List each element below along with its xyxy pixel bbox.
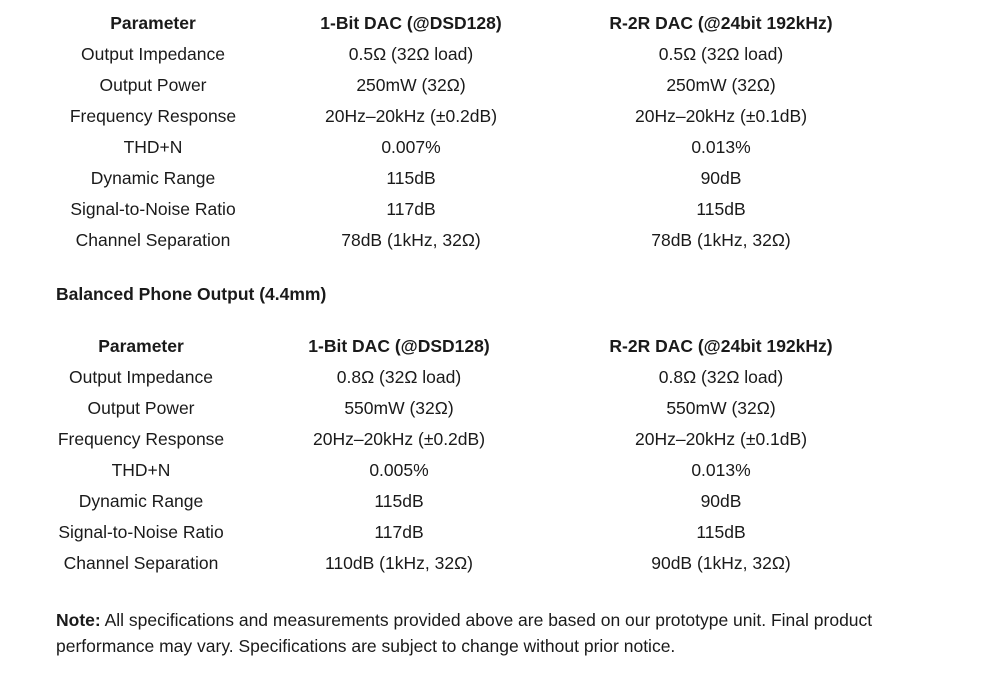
- table-cell-one-bit-dac: 250mW (32Ω): [356, 75, 466, 95]
- row-label: Signal-to-Noise Ratio: [58, 522, 224, 542]
- row-label: Dynamic Range: [78, 491, 204, 511]
- note-paragraph: [56, 607, 946, 659]
- row-label: THD+N: [111, 460, 171, 480]
- table-cell-one-bit-dac: 117dB: [374, 522, 424, 542]
- table-cell-one-bit-dac: 550mW (32Ω): [344, 398, 454, 418]
- row-label: Output Power: [87, 398, 195, 418]
- table-cell-r2r-dac: 115dB: [696, 199, 746, 219]
- table-cell-r2r-dac: 20Hz–20kHz (±0.1dB): [634, 106, 808, 126]
- table-cell-r2r-dac: 20Hz–20kHz (±0.1dB): [634, 429, 808, 449]
- table-cell-one-bit-dac: 0.005%: [369, 460, 429, 480]
- column-header-r2r-dac: R-2R DAC (@24bit 192kHz): [609, 13, 833, 33]
- note-label: Note:: [56, 610, 101, 630]
- row-label: Signal-to-Noise Ratio: [70, 199, 236, 219]
- table-cell-r2r-dac: 250mW (32Ω): [666, 75, 776, 95]
- table-cell-one-bit-dac: 0.007%: [381, 137, 441, 157]
- table-cell-one-bit-dac: 115dB: [386, 168, 436, 188]
- table-cell-r2r-dac: 0.013%: [691, 137, 751, 157]
- row-label: Output Power: [99, 75, 207, 95]
- table-cell-one-bit-dac: 0.8Ω (32Ω load): [336, 367, 462, 387]
- row-label: Channel Separation: [63, 553, 219, 573]
- column-header-parameter: Parameter: [98, 336, 184, 356]
- row-label: Channel Separation: [75, 230, 231, 250]
- row-label: THD+N: [123, 137, 183, 157]
- table-cell-one-bit-dac: 115dB: [374, 491, 424, 511]
- table-cell-r2r-dac: 0.013%: [691, 460, 751, 480]
- column-header-one-bit-dac: 1-Bit DAC (@DSD128): [308, 336, 490, 356]
- section-title-balanced: Balanced Phone Output (4.4mm): [56, 284, 327, 304]
- table-cell-r2r-dac: 90dB: [700, 491, 742, 511]
- row-label: Dynamic Range: [90, 168, 216, 188]
- table-cell-one-bit-dac: 20Hz–20kHz (±0.2dB): [324, 106, 498, 126]
- column-header-r2r-dac: R-2R DAC (@24bit 192kHz): [609, 336, 833, 356]
- table-cell-one-bit-dac: 117dB: [386, 199, 436, 219]
- table-cell-r2r-dac: 0.8Ω (32Ω load): [658, 367, 784, 387]
- note-text: All specifications and measurements provided above are based on our prototype unit. Final product performance may vary. Specifications are subject to change without prior notice.: [56, 610, 873, 656]
- table-cell-one-bit-dac: 20Hz–20kHz (±0.2dB): [312, 429, 486, 449]
- table-cell-one-bit-dac: 0.5Ω (32Ω load): [348, 44, 474, 64]
- table-cell-one-bit-dac: 110dB (1kHz, 32Ω): [325, 553, 473, 573]
- row-label: Frequency Response: [57, 429, 225, 449]
- table-cell-r2r-dac: 0.5Ω (32Ω load): [658, 44, 784, 64]
- row-label: Output Impedance: [81, 44, 225, 64]
- row-label: Output Impedance: [69, 367, 213, 387]
- table-cell-r2r-dac: 78dB (1kHz, 32Ω): [651, 230, 791, 250]
- table-cell-r2r-dac: 90dB (1kHz, 32Ω): [651, 553, 791, 573]
- table-cell-r2r-dac: 550mW (32Ω): [666, 398, 776, 418]
- column-header-parameter: Parameter: [110, 13, 196, 33]
- column-header-one-bit-dac: 1-Bit DAC (@DSD128): [320, 13, 502, 33]
- table-cell-r2r-dac: 115dB: [696, 522, 746, 542]
- row-label: Frequency Response: [69, 106, 237, 126]
- table-cell-r2r-dac: 90dB: [700, 168, 742, 188]
- table-cell-one-bit-dac: 78dB (1kHz, 32Ω): [341, 230, 481, 250]
